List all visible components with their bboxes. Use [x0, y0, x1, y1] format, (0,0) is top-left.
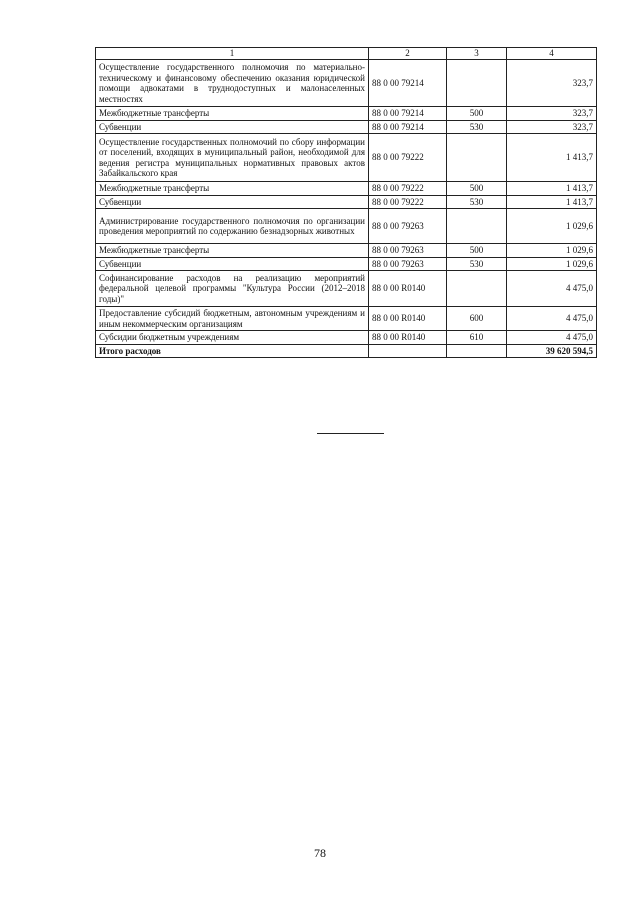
row-type [447, 344, 507, 358]
header-col-2: 2 [369, 48, 447, 60]
row-type [447, 134, 507, 182]
row-amount: 4 475,0 [507, 307, 597, 331]
row-type: 530 [447, 195, 507, 209]
row-type: 610 [447, 331, 507, 345]
row-name: Межбюджетные трансферты [96, 244, 369, 258]
row-code: 88 0 00 79263 [369, 209, 447, 244]
row-type: 530 [447, 120, 507, 134]
row-name: Субвенции [96, 195, 369, 209]
row-name: Межбюджетные трансферты [96, 107, 369, 121]
table-row [96, 134, 597, 182]
row-code: 88 0 00 79263 [369, 257, 447, 271]
table-row [96, 271, 597, 307]
header-col-3: 3 [447, 48, 507, 60]
table-row [96, 307, 597, 331]
table-row [96, 107, 597, 121]
row-type [447, 271, 507, 307]
total-row [96, 344, 597, 358]
table-row [96, 195, 597, 209]
row-name: Софинансирование расходов на реализацию мероприятий федеральной целевой программы "Культура России (2012–2018 годы)" [96, 271, 369, 307]
row-amount: 1 413,7 [507, 182, 597, 196]
row-amount: 4 475,0 [507, 331, 597, 345]
row-amount: 1 029,6 [507, 209, 597, 244]
header-col-1: 1 [96, 48, 369, 60]
row-code: 88 0 00 R0140 [369, 331, 447, 345]
row-type [447, 60, 507, 107]
row-name: Субвенции [96, 120, 369, 134]
row-type [447, 209, 507, 244]
header-row [96, 48, 597, 60]
table-row [96, 60, 597, 107]
table-row [96, 244, 597, 258]
page-number: 78 [314, 846, 326, 860]
row-code: 88 0 00 79222 [369, 182, 447, 196]
row-amount: 1 413,7 [507, 134, 597, 182]
row-type: 600 [447, 307, 507, 331]
row-amount: 1 029,6 [507, 244, 597, 258]
row-amount: 323,7 [507, 120, 597, 134]
row-type: 500 [447, 182, 507, 196]
row-code: 88 0 00 79222 [369, 134, 447, 182]
row-type: 530 [447, 257, 507, 271]
table-row [96, 209, 597, 244]
row-code: 88 0 00 R0140 [369, 307, 447, 331]
row-name: Предоставление субсидий бюджетным, автономным учреждениям и иным некоммерческим организациям [96, 307, 369, 331]
table-row [96, 182, 597, 196]
table-row [96, 120, 597, 134]
header-col-4: 4 [507, 48, 597, 60]
table-row [96, 331, 597, 345]
row-name: Администрирование государственного полномочия по организации проведения мероприятий по содержанию безнадзорных животных [96, 209, 369, 244]
row-code: 88 0 00 79222 [369, 195, 447, 209]
row-code: 88 0 00 79214 [369, 120, 447, 134]
row-amount: 323,7 [507, 60, 597, 107]
expenses-table [95, 47, 597, 358]
row-amount: 1 413,7 [507, 195, 597, 209]
row-name: Субсидии бюджетным учреждениям [96, 331, 369, 345]
divider-line [317, 433, 384, 434]
row-name: Субвенции [96, 257, 369, 271]
row-code: 88 0 00 79263 [369, 244, 447, 258]
row-name: Осуществление государственных полномочий по сбору информации от поселений, входящих в муниципальный район, необходимой для ведения регистра муниципальных нормативных правовых актов Забайкальского края [96, 134, 369, 182]
row-amount: 39 620 594,5 [507, 344, 597, 358]
row-type: 500 [447, 244, 507, 258]
row-name: Итого расходов [96, 344, 369, 358]
row-code: 88 0 00 R0140 [369, 271, 447, 307]
row-amount: 4 475,0 [507, 271, 597, 307]
row-type: 500 [447, 107, 507, 121]
table-row [96, 257, 597, 271]
row-amount: 1 029,6 [507, 257, 597, 271]
row-code: 88 0 00 79214 [369, 60, 447, 107]
row-amount: 323,7 [507, 107, 597, 121]
row-code: 88 0 00 79214 [369, 107, 447, 121]
row-code [369, 344, 447, 358]
row-name: Осуществление государственного полномочия по материально-техническому и финансовому обеспечению оказания юридической помощи адвокатами в труднодоступных и малонаселенных местностях [96, 60, 369, 107]
row-name: Межбюджетные трансферты [96, 182, 369, 196]
